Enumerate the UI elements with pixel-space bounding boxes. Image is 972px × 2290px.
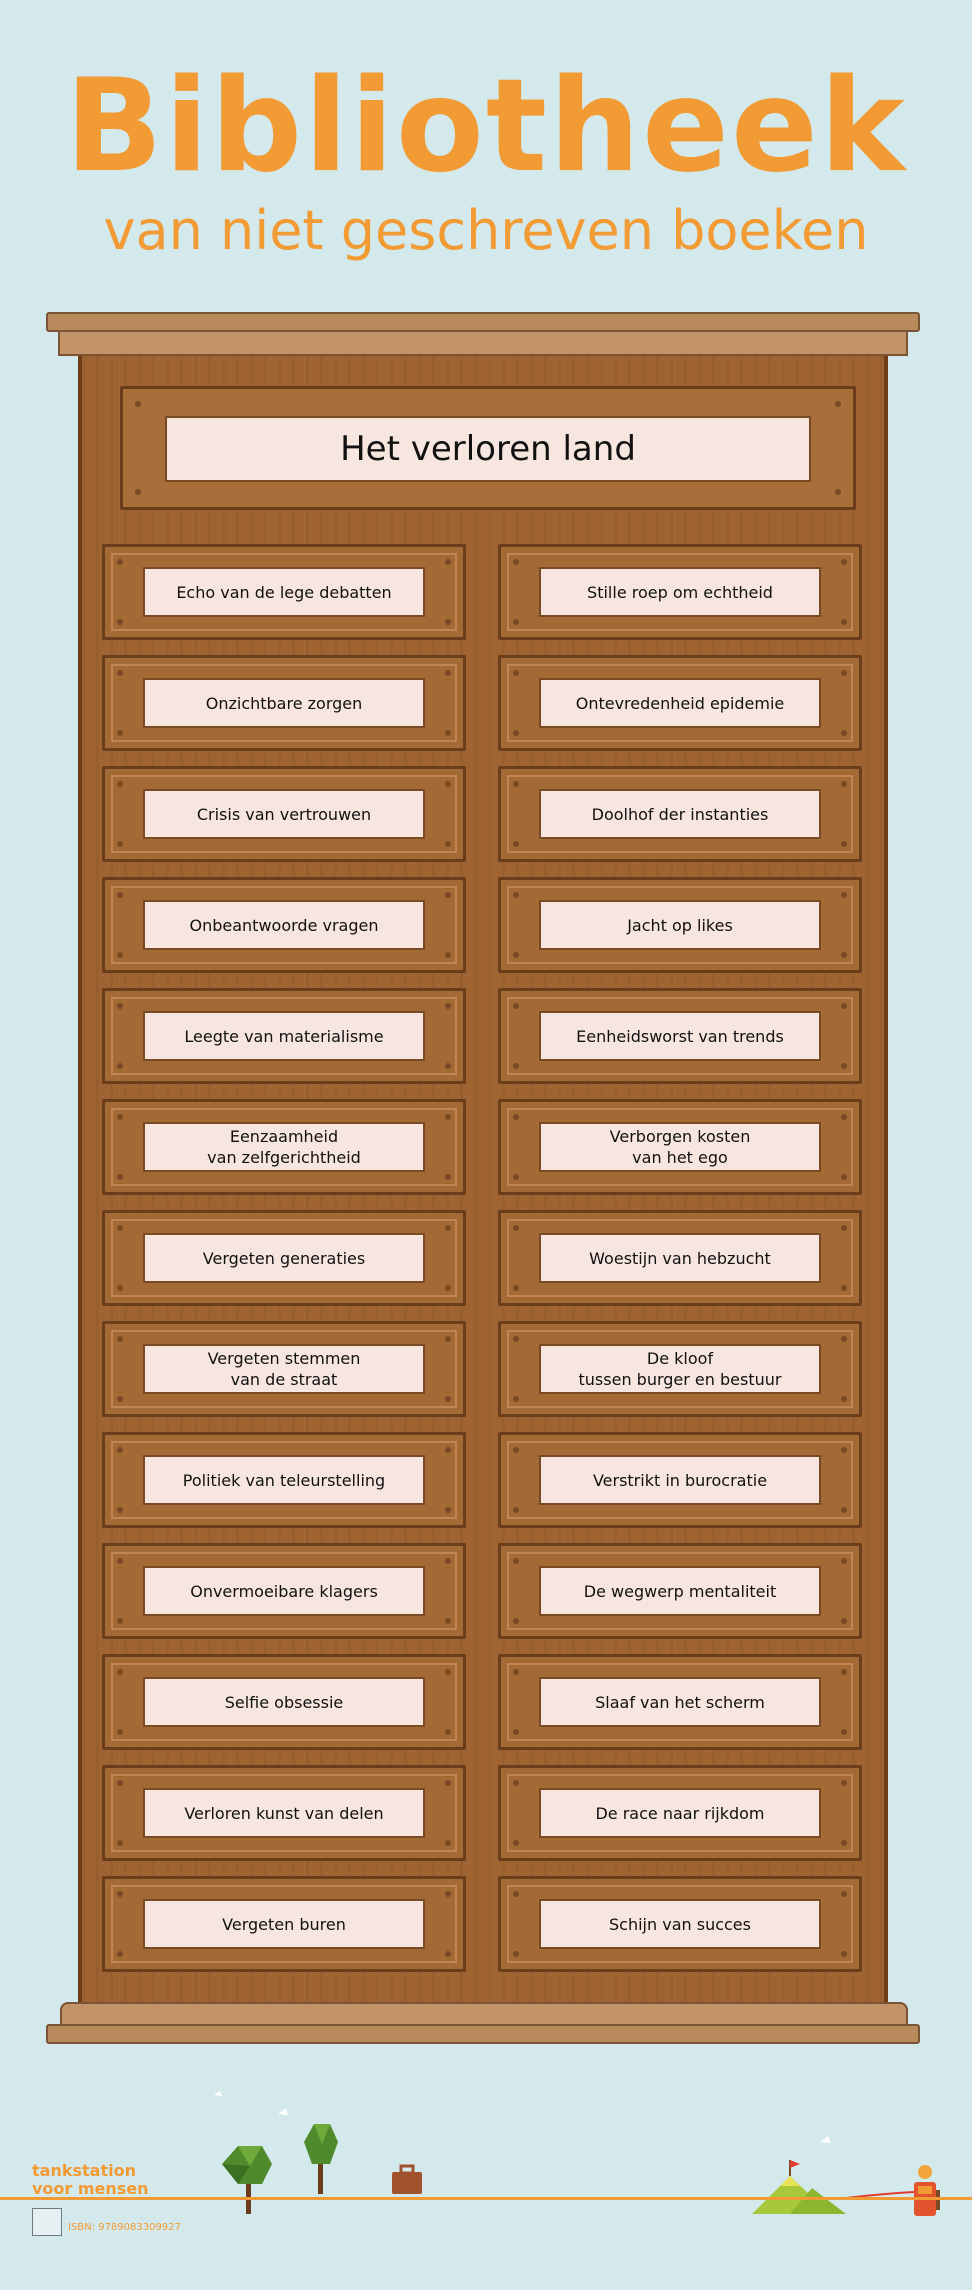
drawer — [498, 766, 862, 862]
screw-icon — [513, 1063, 519, 1069]
screw-icon — [841, 1840, 847, 1846]
screw-icon — [445, 1891, 451, 1897]
drawer — [498, 544, 862, 640]
screw-icon — [513, 1507, 519, 1513]
screw-icon — [445, 841, 451, 847]
screw-icon — [117, 781, 123, 787]
drawer — [102, 1432, 466, 1528]
cabinet-crown-top — [46, 312, 920, 332]
screw-icon — [117, 1225, 123, 1231]
drawer-label: Vergeten generaties — [143, 1233, 425, 1283]
logo-line-2: voor mensen — [32, 2179, 149, 2198]
screw-icon — [117, 1003, 123, 1009]
screw-icon — [841, 781, 847, 787]
drawer — [498, 1321, 862, 1417]
screw-icon — [841, 1336, 847, 1342]
drawer-label: Echo van de lege debatten — [143, 567, 425, 617]
drawer-label: Vergeten buren — [143, 1899, 425, 1949]
screw-icon — [513, 1558, 519, 1564]
bird-icon — [820, 2136, 831, 2143]
screw-icon — [117, 1618, 123, 1624]
drawer-label: Onzichtbare zorgen — [143, 678, 425, 728]
screw-icon — [117, 670, 123, 676]
screw-icon — [841, 1729, 847, 1735]
drawer — [498, 655, 862, 751]
screw-icon — [445, 1063, 451, 1069]
screw-icon — [135, 489, 141, 495]
screw-icon — [841, 1447, 847, 1453]
screw-icon — [513, 1003, 519, 1009]
drawer — [102, 655, 466, 751]
tree-icon — [304, 2124, 338, 2194]
publisher-logo-icon — [32, 2208, 62, 2236]
screw-icon — [513, 892, 519, 898]
screw-icon — [445, 1729, 451, 1735]
screw-icon — [445, 1003, 451, 1009]
screw-icon — [513, 670, 519, 676]
drawer — [102, 1099, 466, 1195]
screw-icon — [445, 619, 451, 625]
screw-icon — [117, 1336, 123, 1342]
drawer — [102, 544, 466, 640]
screw-icon — [513, 1780, 519, 1786]
fuel-pump-icon — [914, 2165, 940, 2216]
screw-icon — [117, 952, 123, 958]
drawer — [498, 1543, 862, 1639]
cabinet-crown-bottom — [58, 332, 908, 356]
screw-icon — [513, 1951, 519, 1957]
page-subtitle: van niet geschreven boeken — [103, 199, 869, 262]
screw-icon — [445, 670, 451, 676]
drawer-label: De kloof tussen burger en bestuur — [539, 1344, 821, 1394]
screw-icon — [841, 1669, 847, 1675]
screw-icon — [445, 1840, 451, 1846]
screw-icon — [445, 1669, 451, 1675]
screw-icon — [513, 1729, 519, 1735]
screw-icon — [841, 952, 847, 958]
drawer-label: De wegwerp mentaliteit — [539, 1566, 821, 1616]
screw-icon — [445, 1780, 451, 1786]
drawer-label: Leegte van materialisme — [143, 1011, 425, 1061]
drawer — [102, 1210, 466, 1306]
screw-icon — [117, 619, 123, 625]
drawer-label: Verborgen kosten van het ego — [539, 1122, 821, 1172]
screw-icon — [445, 1114, 451, 1120]
screw-icon — [117, 1063, 123, 1069]
drawer — [102, 988, 466, 1084]
screw-icon — [117, 892, 123, 898]
drawer-label: De race naar rijkdom — [539, 1788, 821, 1838]
screw-icon — [513, 1669, 519, 1675]
drawer-label: Politiek van teleurstelling — [143, 1455, 425, 1505]
footer-illustration — [0, 2080, 972, 2230]
drawer — [102, 1654, 466, 1750]
screw-icon — [117, 1669, 123, 1675]
screw-icon — [135, 401, 141, 407]
screw-icon — [117, 730, 123, 736]
screw-icon — [841, 1285, 847, 1291]
screw-icon — [841, 1003, 847, 1009]
screw-icon — [117, 1951, 123, 1957]
drawer — [498, 1765, 862, 1861]
drawer — [102, 1543, 466, 1639]
screw-icon — [841, 730, 847, 736]
drawer-label: Onbeantwoorde vragen — [143, 900, 425, 950]
cabinet-base-top — [60, 2002, 908, 2026]
screw-icon — [117, 1840, 123, 1846]
screw-icon — [513, 1447, 519, 1453]
screw-icon — [841, 1891, 847, 1897]
drawer-label: Vergeten stemmen van de straat — [143, 1344, 425, 1394]
drawer — [498, 1876, 862, 1972]
screw-icon — [841, 1174, 847, 1180]
screw-icon — [835, 489, 841, 495]
screw-icon — [445, 1951, 451, 1957]
screw-icon — [841, 1618, 847, 1624]
drawer-label: Eenheidsworst van trends — [539, 1011, 821, 1061]
drawer — [102, 1876, 466, 1972]
screw-icon — [841, 1225, 847, 1231]
drawer-label: Schijn van succes — [539, 1899, 821, 1949]
screw-icon — [445, 1447, 451, 1453]
screw-icon — [117, 841, 123, 847]
screw-icon — [445, 1396, 451, 1402]
screw-icon — [445, 781, 451, 787]
drawer — [102, 1321, 466, 1417]
drawer — [498, 1654, 862, 1750]
screw-icon — [117, 1174, 123, 1180]
screw-icon — [445, 1507, 451, 1513]
drawer-label: Crisis van vertrouwen — [143, 789, 425, 839]
mountains-icon — [752, 2160, 846, 2214]
drawer-label: Woestijn van hebzucht — [539, 1233, 821, 1283]
screw-icon — [513, 730, 519, 736]
screw-icon — [445, 1336, 451, 1342]
screw-icon — [117, 1507, 123, 1513]
screw-icon — [513, 1840, 519, 1846]
tankstation-logo — [32, 2162, 149, 2198]
screw-icon — [445, 730, 451, 736]
screw-icon — [841, 670, 847, 676]
screw-icon — [513, 619, 519, 625]
screw-icon — [445, 952, 451, 958]
header-plate — [120, 386, 856, 510]
screw-icon — [445, 559, 451, 565]
drawer — [498, 988, 862, 1084]
screw-icon — [841, 1780, 847, 1786]
drawer-label: Eenzaamheid van zelfgerichtheid — [143, 1122, 425, 1172]
screw-icon — [835, 401, 841, 407]
drawer — [498, 1099, 862, 1195]
screw-icon — [445, 1618, 451, 1624]
screw-icon — [841, 1951, 847, 1957]
drawer-label: Stille roep om echtheid — [539, 567, 821, 617]
screw-icon — [841, 1558, 847, 1564]
screw-icon — [513, 1396, 519, 1402]
page-title: Bibliotheek — [65, 52, 907, 201]
screw-icon — [117, 1447, 123, 1453]
screw-icon — [841, 1114, 847, 1120]
screw-icon — [513, 559, 519, 565]
logo-line-1: tankstation — [32, 2161, 136, 2180]
drawer-label: Doolhof der instanties — [539, 789, 821, 839]
screw-icon — [445, 892, 451, 898]
isbn-text: ISBN: 9789083309927 — [68, 2222, 181, 2233]
screw-icon — [445, 1558, 451, 1564]
bird-icon — [214, 2091, 222, 2096]
screw-icon — [445, 1285, 451, 1291]
bird-icon — [278, 2108, 288, 2115]
screw-icon — [513, 1114, 519, 1120]
tree-icon — [222, 2146, 272, 2214]
drawer-label: Slaaf van het scherm — [539, 1677, 821, 1727]
header-label: Het verloren land — [165, 416, 811, 482]
screw-icon — [841, 892, 847, 898]
drawer-label: Jacht op likes — [539, 900, 821, 950]
briefcase-icon — [392, 2166, 422, 2194]
screw-icon — [117, 559, 123, 565]
screw-icon — [117, 1780, 123, 1786]
screw-icon — [117, 1396, 123, 1402]
screw-icon — [117, 1729, 123, 1735]
screw-icon — [117, 1285, 123, 1291]
screw-icon — [117, 1114, 123, 1120]
screw-icon — [841, 1507, 847, 1513]
drawer — [102, 766, 466, 862]
drawer — [498, 877, 862, 973]
screw-icon — [513, 1891, 519, 1897]
drawer-label: Ontevredenheid epidemie — [539, 678, 821, 728]
screw-icon — [841, 559, 847, 565]
screw-icon — [445, 1174, 451, 1180]
cabinet-base-bottom — [46, 2024, 920, 2044]
screw-icon — [841, 1396, 847, 1402]
screw-icon — [445, 1225, 451, 1231]
screw-icon — [841, 841, 847, 847]
screw-icon — [117, 1891, 123, 1897]
drawer-label: Verloren kunst van delen — [143, 1788, 425, 1838]
screw-icon — [513, 1618, 519, 1624]
screw-icon — [513, 1225, 519, 1231]
screw-icon — [513, 1285, 519, 1291]
drawer-label: Onvermoeibare klagers — [143, 1566, 425, 1616]
drawer — [498, 1210, 862, 1306]
screw-icon — [513, 952, 519, 958]
drawer-label: Selfie obsessie — [143, 1677, 425, 1727]
drawer-label: Verstrikt in burocratie — [539, 1455, 821, 1505]
screw-icon — [513, 781, 519, 787]
drawer — [102, 877, 466, 973]
screw-icon — [513, 841, 519, 847]
screw-icon — [841, 1063, 847, 1069]
screw-icon — [513, 1336, 519, 1342]
drawer — [102, 1765, 466, 1861]
screw-icon — [841, 619, 847, 625]
screw-icon — [117, 1558, 123, 1564]
screw-icon — [513, 1174, 519, 1180]
drawer — [498, 1432, 862, 1528]
